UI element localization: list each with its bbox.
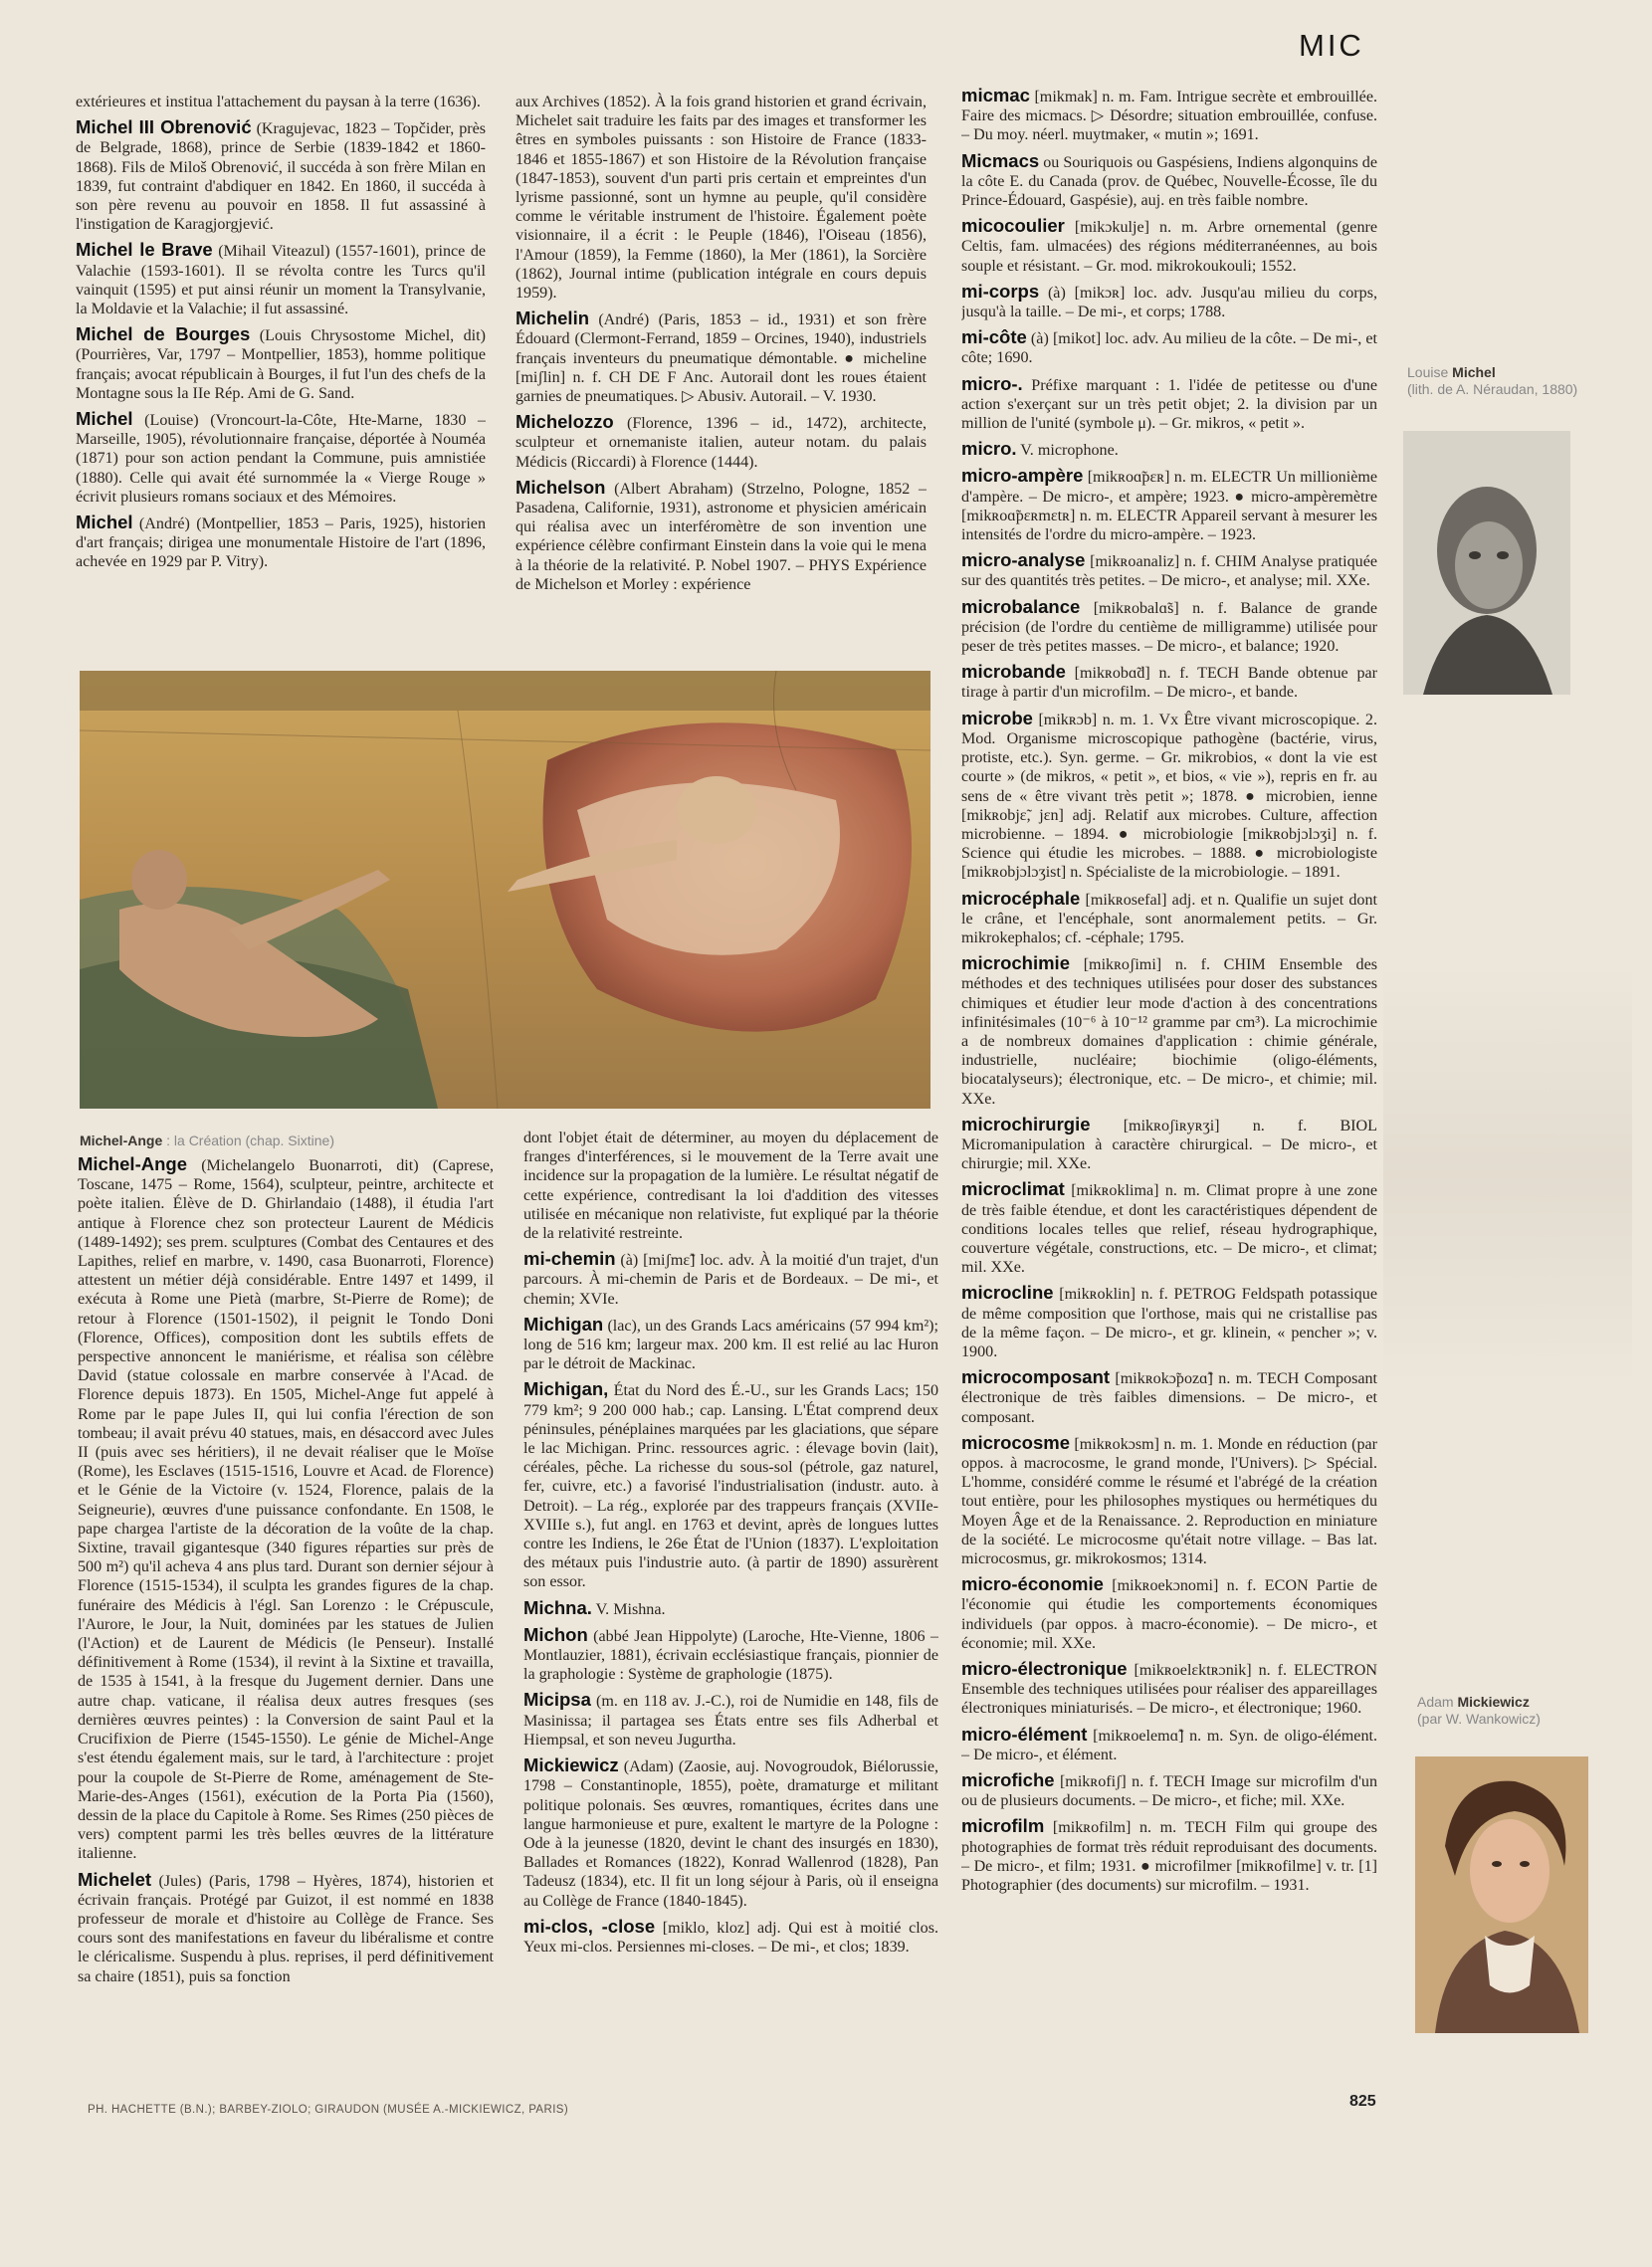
entry-headword: microcéphale (961, 887, 1081, 909)
entry-text: (Michelangelo Buonarroti, dit) (Caprese, Toscane, 1475 – Rome, 1564), sculpteur, peintre, architecte et poète italien. Élève de D. Ghirlandaio (1488), il étudia l'art antique à Florence chez son protecteur Laurent de Médicis (1489-1492); ses prem. sculptures (Combat des Centaures et des Lapithes, relief en marbre, v. 1490, casa Buonarroti, Florence) attestent un métier déjà considérable. Entre 1497 et 1499, il exécuta à Rome une Pietà (marbre, St-Pierre de Rome); de retour à Florence (1501-1502), il peignit le Tondo Doni (Florence, Offices), composition dont les subtils effets de perspective annoncent le maniérisme, et réalisa son célèbre David (statue colossale en marbre conservée à l'Acad. de Florence depuis 1873). En 1505, Michel-Ange fut appelé à Rome par le pape Jules II, qui lui confia l'érection de son tombeau; il avait prévu 40 statues, mais, en désaccord avec Jules II (puis avec ses héritiers), il ne devait réaliser que le Moïse (Rome), les Esclaves (1515-1516, Louvre et Acad. de Florence) et le Génie de la Victoire (v. 1524, Florence, palais de la Seigneurie), œuvres d'une puissance confondante. En 1508, le pape chargea l'artiste de la décoration de la voûte de la chap. Sixtine, travail gigantesque (340 figures réparties sur près de 500 m²) qu'il acheva 4 ans plus tard. Durant son dernier séjour à Florence (1515-1534), il sculpta les grandes figures de la chap. funéraire des Médicis à l'égl. San Lorenzo : le Crépuscule, l'Aurore, le Jour, la Nuit, dominées par les statues de Julien (l'Action) et de Laurent de Médicis (le Penseur). Installé définitivement à Rome (1534), il revint à la Sixtine et travailla, de 1535 à 1541, à la fresque du Jugement dernier. Dans une autre chap. vaticane, il réalisa deux autres fresques (ses dernières œuvres peintes) : la Conversion de saint Paul et la Crucifixion de Pierre (1545-1550). Le génie de Michel-Ange s'est étendu également mais, sur le tard, à l'architecture : projet pour la coupole de St-Pierre de Rome, aménagement de Ste-Marie-des-Anges (1561), exécution de la Porta Pia (1560), dessin de la place du Capitole à Rome. Ses Rimes (250 pièces de vers) comptent parmi les très belles œuvres de la littérature italienne. (78, 1157, 494, 1863)
column-1-bottom (78, 1154, 494, 2085)
dictionary-entry (961, 327, 1377, 367)
page-number: 825 (1349, 2093, 1376, 2110)
entry-text: (Albert Abraham) (Strzelno, Pologne, 1852 – Pasadena, Californie, 1931), astronome et physicien américain qui réalisa avec un interféromètre de son invention une expérience célèbre confirmant Einstein dans la voie qui le mena à la théorie de la relativité. P. Nobel 1907. – PHYS Expérience de Michelson et Morley : expérience (516, 480, 927, 593)
entry-headword: microbalance (961, 595, 1081, 617)
entry-headword: Michelet (78, 1868, 152, 1890)
entry-text: Préfixe marquant : 1. l'idée de petitesse ou d'une action s'exerçant sur un très petit objet; 2. la division par un million de l'unité (symbole μ). – Gr. mikros, « petit ». (961, 376, 1377, 433)
dictionary-entry (961, 662, 1377, 702)
entry-headword: mi-côte (961, 326, 1027, 348)
portrait2-first: Adam (1417, 1694, 1458, 1710)
entry-headword: mi-corps (961, 280, 1040, 302)
entry-text: V. microphone. (1016, 442, 1119, 460)
entry-headword: microcline (961, 1282, 1054, 1304)
dictionary-entry (961, 374, 1377, 434)
dictionary-entry (961, 1659, 1377, 1719)
dictionary-entry (516, 309, 927, 406)
entry-headword: Micipsa (523, 1689, 591, 1711)
dictionary-entry (961, 216, 1377, 276)
portrait-louise-michel-caption (1407, 364, 1586, 398)
dictionary-entry (961, 550, 1377, 590)
entry-headword: micro. (961, 438, 1017, 460)
entry-text: [mikʀoʃimi] n. f. CHIM Ensemble des méthodes et des techniques utilisées pour doser des substances chimiques et étudier leur mode d'action à des concentrations infinitésimales (10⁻⁶ à 10⁻¹² gramme par cm³). La microchimie a de nombreux domaines d'application : chimie générale, industrielle, nucléaire; biochimie (oligo-éléments, biocatalyseurs); électronique, etc. – De micro-, et chimie; mil. XXe. (961, 956, 1377, 1108)
entry-text: (Kragujevac, 1823 – Topčider, près de Belgrade, 1868), prince de Serbie (1839-1842 et 1860-1868). Fils de Miloš Obrenović, il succéda à son frère Milan en 1839, fut contraint d'abdiquer en 1842. En 1860, il succéda à son père revenu au pouvoir en 1858. Il fut assassiné à l'instigation de Karagjorgjević. (76, 120, 486, 234)
entry-text: État du Nord des É.-U., sur les Grands Lacs; 150 779 km²; 9 200 000 hab.; cap. Lansing. L'État comprend deux péninsules, pénéplaines marquées par les glaciations, que sépare le lac Michigan. Princ. ressources agric. : élevage bovin (lait), céréales, pêche. La richesse du sous-sol (pétrole, gaz naturel, fer, cuivre, etc.) a favorisé l'industrialisation (industr. auto. à Detroit). – La rég., explorée par des trappeurs français (XVIIe-XVIIIe s.), fut angl. en 1763 et devint, après de longues luttes contre les Indiens, le 26e État de l'Union (1837). L'exploitation des métaux puis l'industrie auto. (à partir de 1890) assurèrent son essor. (523, 1382, 938, 1591)
dictionary-entry (76, 324, 486, 403)
dictionary-entry (961, 1433, 1377, 1568)
entry-text: [mikʀoɑ̃pɛʀ] n. m. ELECTR Un millionième d'ampère. – De micro-, et ampère; 1923. ● micro-ampèremètre [mikʀoɑ̃pɛʀmɛtʀ] n. m. ELECTR Appareil servant à mesurer les intensités de l'ordre du micro-ampère. – 1923. (961, 469, 1377, 544)
entry-text: [mikɔkulje] n. m. Arbre ornemental (genre Celtis, fam. ulmacées) des régions méditerranéennes, au bois souple et résistant. – Gr. mod. mikrokoukouli; 1552. (961, 219, 1377, 275)
entry-headword: Micmacs (961, 149, 1040, 171)
entry-text: [mikʀoʃiʀyʀʒi] n. f. BIOL Micromanipulation à caractère chirurgical. – De micro-, et chirurgie; mil. XXe. (961, 1117, 1377, 1173)
entry-text: (André) (Montpellier, 1853 – Paris, 1925), historien d'art français; dirigea une monumentale Histoire de l'art (1896, achevée en 1929 par P. Vitry). (76, 515, 486, 571)
guideword: MIC (1299, 28, 1364, 63)
dictionary-entry (523, 1917, 938, 1957)
entry-headword: Michon (523, 1623, 588, 1645)
dictionary-entry (76, 409, 486, 507)
entry-text: V. Mishna. (591, 1600, 666, 1618)
entry-headword: Michna. (523, 1596, 592, 1618)
portrait-mickiewicz-caption (1417, 1694, 1616, 1728)
entry-text: (m. en 118 av. J.-C.), roi de Numidie en 148, fils de Masinissa; il partagea ses États entre ses fils Adherbal et Hiempsal, et son neveu Jugurtha. (523, 1693, 938, 1749)
dictionary-entry (961, 889, 1377, 948)
entry-headword: Michel de Bourges (76, 323, 251, 345)
entry-headword: microchimie (961, 952, 1070, 974)
entry-text: [mikʀobalɑ̃s] n. f. Balance de grande précision (de l'ordre du centième de milligramme) utilisée pour peser de très petites masses. – De micro-, et balance; 1920. (961, 599, 1377, 656)
entry-text: (Louise) (Vroncourt-la-Côte, Hte-Marne, 1830 – Marseille, 1905), révolutionnaire française, déportée à Nouméa (1871) pour son action pendant la Commune, puis amnistiée (1880). Celle qui avait été surnommée la « Vierge Rouge » écrivit plusieurs romans sociaux et des Mémoires. (76, 412, 486, 506)
entry-headword: microclimat (961, 1178, 1065, 1200)
entry-headword: Michel le Brave (76, 239, 213, 261)
dictionary-entry (961, 1816, 1377, 1895)
dictionary-entry (523, 1249, 938, 1309)
dictionary-entry (961, 1725, 1377, 1764)
dictionary-entry (961, 466, 1377, 544)
entry-text: aux Archives (1852). À la fois grand historien et grand écrivain, Michelet sait traduire les faits par des images et transformer les êtres en symboles puissants : son Histoire de France (1833-1846 et 1855-1867) et son Histoire de la Révolution française (1847-1853), souvent d'un parti pris certain et empreintes d'un lyrisme passionné, sont un hymne au peuple, qu'il considère comme le véritable instrument de l'histoire. Également poète visionnaire, il a écrit : le Peuple (1846), l'Oiseau (1856), l'Amour (1859), la Femme (1860), la Mer (1861), la Sorcière (1862), Journal intime (publication intégrale en cours depuis 1959). (516, 94, 927, 303)
portrait-mickiewicz (1415, 1756, 1588, 2033)
entry-text: [mikʀɔb] n. m. 1. Vx Être vivant microscopique. 2. Mod. Organisme microscopique pathogène (bactérie, virus, protiste, etc.). Syn. germe. – Gr. mikrobios, « dont la vie est courte » (de mikros, « petit », et bios, « vie »), repris en fr. au sens de « être vivant très petit »; 1878. ● microbien, ienne [mikʀobjɛ̃, jɛn] adj. Relatif aux microbes. Culture, affection microbienne. – 1894. ● microbiologie [mikʀobjɔlɔʒi] n. f. Science qui étudie les microbes. – 1888. ● microbiologiste [mikʀobjɔlɔʒist] n. Spécialiste de la microbiologie. – 1891. (961, 711, 1377, 882)
entry-text: [mikʀoanaliz] n. f. CHIM Analyse pratiquée sur des quantités très petites. – De micro-, et analyse; mil. XXe. (961, 553, 1377, 590)
entry-text: (André) (Paris, 1853 – id., 1931) et son frère Édouard (Clermont-Ferrand, 1859 – Orcines, 1940), industriels français inventeurs du pneumatique démontable. ● micheline [miʃlin] n. f. CH DE F Anc. Autorail dont les roues étaient garnies de pneumatiques. ▷ Abusiv. Autorail. – V. 1930. (516, 311, 927, 406)
dictionary-entry (523, 1625, 938, 1685)
dictionary-entry (961, 86, 1377, 145)
dictionary-entry (961, 1115, 1377, 1174)
portrait-louise-michel (1403, 431, 1570, 695)
entry-text: extérieures et institua l'attachement du paysan à la terre (1636). (76, 94, 481, 110)
dictionary-entry (76, 513, 486, 572)
entry-text: [mikʀoelɛktʀɔnik] n. f. ELECTRON Ensemble des techniques utilisées pour réaliser des appareillages électroniques miniaturisés. – De micro-, et électronique; 1960. (961, 1662, 1377, 1718)
entry-text: (lac), un des Grands Lacs américains (57 994 km²); long de 516 km; largeur max. 200 km. Il est relié au lac Huron par le détroit de Mackinac. (523, 1317, 938, 1373)
entry-headword: Michigan, (523, 1378, 609, 1400)
portrait2-name: Mickiewicz (1457, 1694, 1530, 1710)
entry-text: [mikʀofiʃ] n. f. TECH Image sur microfilm d'un ou de plusieurs documents. – De micro-, et fiche; mil. XXe. (961, 1773, 1377, 1810)
dictionary-entry (961, 1770, 1377, 1810)
dictionary-entry (516, 412, 927, 472)
dictionary-entry (516, 478, 927, 594)
portrait1-name: Michel (1452, 364, 1496, 380)
entry-text: (Florence, 1396 – id., 1472), architecte, sculpteur et ornemaniste italien, auteur notam. du palais Médicis (Riccardi) à Florence (1444). (516, 415, 927, 471)
portrait2-image (1415, 1756, 1588, 2033)
dictionary-entry (961, 953, 1377, 1109)
dictionary-entry (961, 282, 1377, 321)
dictionary-entry (961, 1367, 1377, 1427)
entry-headword: Michelson (516, 476, 606, 498)
entry-text: [mikʀobɑ̃d] n. f. TECH Bande obtenue par tirage à partir d'un microfilm. – De micro-, et bande. (961, 665, 1377, 702)
entry-text: (Mihail Viteazul) (1557-1601), prince de Valachie (1593-1601). Il se révolta contre les Turcs qu'il vainquit (1595) et put ainsi réunir un moment la Transylvanie, la Moldavie et la Valachie; il fut assassiné. (76, 243, 486, 318)
dictionary-entry (523, 1755, 938, 1911)
entry-headword: Michel (76, 512, 133, 533)
entry-headword: microbande (961, 661, 1066, 683)
dictionary-entry (961, 1179, 1377, 1277)
entry-headword: Michel (76, 408, 133, 430)
entry-headword: microchirurgie (961, 1113, 1091, 1134)
portrait1-first: Louise (1407, 364, 1453, 380)
entry-headword: micro-analyse (961, 549, 1086, 571)
entry-text: (abbé Jean Hippolyte) (Laroche, Hte-Vienne, 1806 – Montlauzier, 1881), écrivain ecclésiastique français, pionnier de la graphologie : Système de graphologie (1875). (523, 1627, 938, 1684)
entry-headword: Michel-Ange (78, 1154, 187, 1174)
column-3 (961, 86, 1377, 2084)
dictionary-entry (76, 240, 486, 318)
photo-credits: PH. HACHETTE (B.N.); BARBEY-ZIOLO; GIRAUDON (MUSÉE A.-MICKIEWICZ, PARIS) (88, 2104, 569, 2116)
fresco-caption-rest: : la Création (chap. Sixtine) (162, 1133, 334, 1148)
entry-text: [mikʀofilm] n. m. TECH Film qui groupe des photographies de format très réduit reproduisant des documents. – De micro-, et film; 1931. ● microfilmer [mikʀofilme] v. tr. [1] Photographier (des documents) sur microfilm. – 1931. (961, 1819, 1377, 1895)
entry-headword: microbe (961, 707, 1033, 728)
fresco-caption (80, 1133, 537, 1149)
portrait2-rest: (par W. Wankowicz) (1417, 1711, 1541, 1727)
dictionary-entry (961, 709, 1377, 883)
entry-text: [mikʀoekɔnomi] n. f. ECON Partie de l'économie qui étudie les comportements économiques individuels (par oppos. à macro-économie). – De micro-, et économie; mil. XXe. (961, 1577, 1377, 1652)
dictionary-entry (78, 1154, 494, 1864)
entry-headword: micro-. (961, 372, 1023, 394)
dictionary-entry (523, 1598, 938, 1619)
portrait1-image (1403, 431, 1570, 695)
dictionary-entry (523, 1315, 938, 1374)
fresco-caption-name: Michel-Ange (80, 1133, 163, 1148)
entry-headword: micro-électronique (961, 1658, 1128, 1680)
dictionary-entry (961, 151, 1377, 211)
dictionary-entry (523, 1379, 938, 1591)
entry-headword: micmac (961, 86, 1030, 105)
entry-headword: Michigan (523, 1313, 604, 1335)
dictionary-entry (961, 597, 1377, 657)
column-2-top (516, 93, 927, 660)
dictionary-entry (76, 93, 486, 111)
dictionary-entry (961, 1283, 1377, 1361)
entry-headword: Michelin (516, 308, 590, 329)
column-1-top (76, 93, 486, 660)
entry-text: (à) [miʃmɛ̃] loc. adv. À la moitié d'un trajet, d'un parcours. À mi-chemin de Paris et de Bordeaux. – De mi-, et chemin; XVIe. (523, 1252, 938, 1308)
dictionary-entry (76, 117, 486, 234)
creation-of-adam-fresco (80, 671, 930, 1109)
entry-headword: micro-économie (961, 1573, 1104, 1595)
entry-headword: mi-chemin (523, 1248, 616, 1270)
entry-headword: microcosme (961, 1431, 1070, 1453)
dictionary-entry (961, 1574, 1377, 1653)
entry-text: [mikʀoklima] n. m. Climat propre à une zone de très faible étendue, et dont les caractéristiques dépendent de conditions locales telles que relief, réseau hydrographique, couverture végétale, constructions, etc. – De micro-, et climat; mil. XXe. (961, 1182, 1377, 1277)
entry-text: (Louis Chrysostome Michel, dit) (Pourrières, Var, 1797 – Montpellier, 1853), homme politique français; avocat républicain à Bourges, il fut l'un des chefs de la Montagne sous la IIe Rép. Ami de G. Sand. (76, 327, 486, 402)
entry-headword: Mickiewicz (523, 1754, 619, 1776)
dictionary-entry (523, 1129, 938, 1243)
entry-headword: micro-ampère (961, 465, 1084, 487)
entry-text: (Jules) (Paris, 1798 – Hyères, 1874), historien et écrivain français. Protégé par Guizot, il est nommé en 1838 professeur de morale et d'histoire au Collège de France. Ses cours sont des manifestations en faveur du libéralisme et contre le cléricalisme. Suspendu à plus. reprises, il perd définitivement sa chaire (1851), puis sa fonction (78, 1872, 494, 1985)
entry-headword: mi-clos, -close (523, 1915, 656, 1937)
entry-headword: Michelozzo (516, 411, 614, 433)
entry-headword: Michel III Obrenović (76, 116, 252, 138)
portrait1-rest: (lith. de A. Néraudan, 1880) (1407, 381, 1578, 397)
entry-headword: micro-élément (961, 1723, 1088, 1745)
entry-headword: microfilm (961, 1815, 1045, 1837)
entry-text: (à) [mikot] loc. adv. Au milieu de la côte. – De mi-, et côte; 1690. (961, 330, 1377, 367)
entry-text: [mikʀoklin] n. f. PETROG Feldspath potassique de même composition que l'orthose, mais qui ne cristallise pas de la même façon. – De micro-, et gr. klinein, « pencher »; v. 1900. (961, 1286, 1377, 1360)
entry-headword: microcomposant (961, 1366, 1111, 1388)
entry-text: (Adam) (Zaosie, auj. Novogroudok, Biélorussie, 1798 – Constantinople, 1855), poète, dramaturge et militant politique polonais. Ses œuvres, romantiques, écrites dans une langue harmonieuse et pure, exaltent le martyre de la Pologne : Ode à la jeunesse (1820, devint le chant des insurgés en 1830), Ballades et Romances (1822), Konrad Wallenrod (1828), Pan Tadeusz (1834), etc. Il fit un long séjour à Paris, où il enseigna au Collège de France (1840-1845). (523, 1758, 938, 1910)
entry-text: [mikʀokɔsm] n. m. 1. Monde en réduction (par oppos. à macrocosme, le grand monde, l'Univers). ▷ Spécial. L'homme, considéré comme le résumé et l'abrégé de la création tout entière, pour les philosophes mystiques ou hermétiques du Moyen Âge et de la Renaissance. 2. Reproduction en miniature de la société. Le microcosme qu'était notre village. – Bas lat. microcosmus, gr. mikrokosmos; 1314. (961, 1435, 1377, 1568)
entry-text: ou Souriquois ou Gaspésiens, Indiens algonquins de la côte E. du Canada (prov. de Québec, Nouvelle-Écosse, île du Prince-Édouard, Gaspésie), auj. en très faible nombre. (961, 153, 1377, 210)
dictionary-entry (516, 93, 927, 303)
entry-headword: microfiche (961, 1769, 1055, 1791)
entry-headword: micocoulier (961, 215, 1065, 237)
fresco-image (80, 671, 930, 1109)
dictionary-entry (961, 439, 1377, 460)
entry-text: [mikʀosefal] adj. et n. Qualifie un sujet dont le crâne, et l'encéphale, sont anormalement petits. – Gr. mikrokephalos; cf. -céphale; 1795. (961, 891, 1377, 946)
entry-text: (à) [mikɔʀ] loc. adv. Jusqu'au milieu du corps, jusqu'à la taille. – De mi-, et corps; 1788. (961, 284, 1377, 321)
entry-text: dont l'objet était de déterminer, au moyen du déplacement de franges d'interférences, si le mouvement de la Terre avait une incidence sur la propagation de la lumière. Le résultat négatif de cette expérience, contredisant la loi d'addition des vitesses utilisée en mécanique non relativiste, fut expliqué par la théorie de la relativité restreinte. (523, 1130, 938, 1243)
column-2-bottom (523, 1129, 938, 2084)
faded-show-through (1383, 965, 1632, 1383)
dictionary-entry (523, 1690, 938, 1750)
entry-text: [mikʀokɔ̃pozɑ̃] n. m. TECH Composant électronique de très faibles dimensions. – De micro-, et composant. (961, 1370, 1377, 1426)
entry-text: [mikmak] n. m. Fam. Intrigue secrète et embrouillée. Faire des micmacs. ▷ Désordre; situation embrouillée, confuse. – Du moy. néerl. muytmaker, « mutin »; 1691. (961, 89, 1377, 144)
entry-text: [mikʀoelemɑ̃] n. m. Syn. de oligo-élément. – De micro-, et élément. (961, 1727, 1377, 1763)
entry-text: [miklo, kloz] adj. Qui est à moitié clos. Yeux mi-clos. Persiennes mi-closes. – De mi-, et clos; 1839. (523, 1919, 938, 1956)
dictionary-entry (78, 1870, 494, 1986)
